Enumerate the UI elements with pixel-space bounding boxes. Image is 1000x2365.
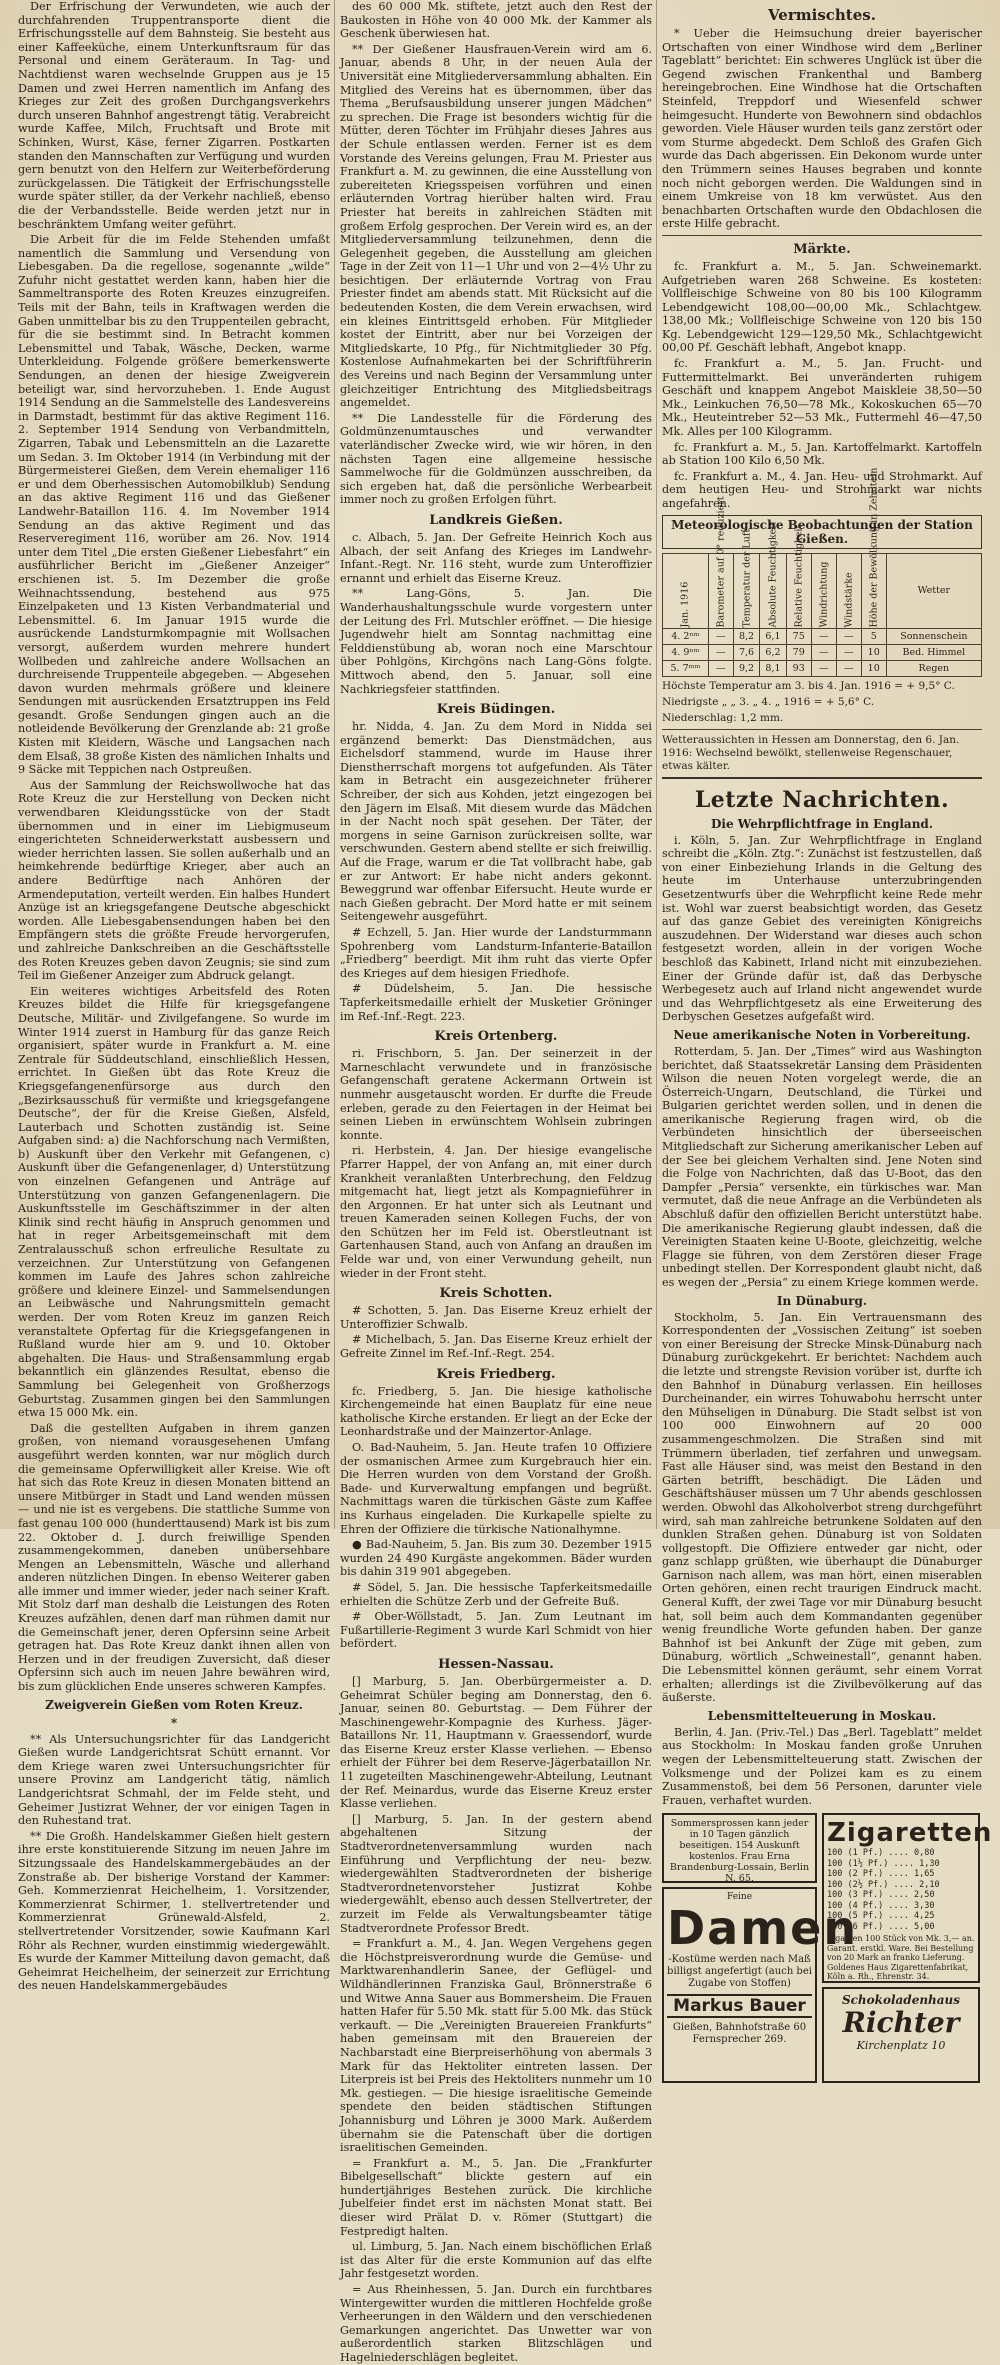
ad-address: Gießen, Bahnhofstraße 60 Fernsprecher 269. bbox=[672, 2022, 807, 2046]
table-cell: — bbox=[708, 644, 733, 660]
weather-header: Windrichtung bbox=[811, 553, 836, 628]
table-cell: — bbox=[708, 628, 733, 644]
table-cell: 4. 2ⁿᵐ bbox=[663, 628, 709, 644]
table-cell: 9,2 bbox=[733, 660, 759, 676]
section-heading: Kreis Friedberg. bbox=[436, 1366, 556, 1382]
ad-footer: Zigarren 100 Stück von Mk. 3,— an. Garant. erstkl. Ware. Bei Bestellung von 20 Mark an franko Lieferung. Goldenes Haus Zigarettenfabrikat, Köln a. Rh., Ehrenstr. 34. bbox=[827, 1934, 975, 1982]
paragraph: ri. Herbstein, 4. Jan. Der hiesige evangelische Pfarrer Happel, der von Anfang an, mit einer durch Krankheit veranlaßten Unterbrechung, den Feldzug mitgemacht hat, liegt jetzt als Kompagnieführer in den Argonnen. Er hat unter sich als Leutnant und treuen Kameraden seinen Kollegen Fuchs, der von den Schützen her im Feld ist. Oberstleutnant ist Gartenhausen Stand, auch von Anfang an draußen im Felde war und, von einer Verwundung geheilt, nun wieder in der Front steht. bbox=[340, 1144, 652, 1280]
price-row: 100 (4 Pf.) .... 3,30 bbox=[827, 1900, 935, 1911]
paragraph: Ein weiteres wichtiges Arbeitsfeld des Roten Kreuzes bildet die Hilfe für kriegsgefangene Deutsche, Militär- und Zivilgefangene. So wurde im Winter 1914 zuerst in Hamburg für das ganze Reich organisiert, später wurde in Frankfurt a. M. eine Zentrale für Süddeutschland, einschließlich Hessen, errichtet. In Gießen übt das Rote Kreuz die Kriegsgefangenenfürsorge aus durch den „Bezirksausschuß für vermißte und kriegsgefangene Deutsche“, der für die Kreise Gießen, Alsfeld, Lauterbach und Schotten zuständig ist. Seine Aufgaben sind: a) die Nachforschung nach Vermißten, b) Auskunft über den Verkehr mit Gefangenen, c) Auskunft über die Gefangenenlager, d) Unterstützung von einzelnen Gefangenen und Anträge auf Unterstützung von ganzen Gefangenenlagern. Die Auskunftsstelle im Geschäftszimmer in der alten Klinik sind recht häufig in Anspruch genommen und hat in reger Arbeitsgemeinschaft mit dem Zentralausschuß schon erfreuliche Resultate zu verzeichnen. Zur Unterstützung von Gefangenen kommen im Laufe des Jahres schon zahlreiche größere und kleinere Einzel- und Sammelsendungen an Leibwäsche und Nahrungsmitteln gemacht werden. Der vom Roten Kreuz im ganzen Reich veranstaltete Opfertag für die Kriegsgefangenen in Rußland wurde hier am 9. und 10. Oktober abgehalten. Die Haus- und Straßensammlung ergab bekanntlich ein glänzendes Resultat, ebenso die Sammlung bei Gelegenheit von Großherzogs Geburtstag. Zusammen gingen bei den Sammlungen etwa 15 000 Mk. ein. bbox=[18, 984, 330, 1420]
paragraph: # Düdelsheim, 5. Jan. Die hessische Tapferkeitsmedaille erhielt der Musketier Gröninger im Ref.-Inf.-Regt. 223. bbox=[340, 982, 652, 1023]
section-heading: Hessen-Nassau. bbox=[438, 1656, 554, 1672]
paragraph: ** Als Untersuchungsrichter für das Landgericht Gießen wurde Landgerichtsrat Schütt ernannt. Vor dem Kriege waren zwei Untersuchungsrichter für unsere Provinz am Landgericht tätig, nämlich Landgerichtsrat Schmahl, der im Felde steht, und Geheimer Justizrat Wehner, der vor einigen Tagen in den Ruhestand trat. bbox=[18, 1732, 330, 1828]
paragraph: ● Bad-Nauheim, 5. Jan. Bis zum 30. Dezember 1915 wurden 24 490 Kurgäste angekommen. Bäder wurden bis dahin 319 901 abgegeben. bbox=[340, 1538, 652, 1579]
table-cell: 79 bbox=[786, 644, 811, 660]
paragraph: * Ueber die Heimsuchung dreier bayerischer Ortschaften von einer Windhose wird dem „Berliner Tageblatt“ berichtet: Ein schweres Unglück ist über die Gegend zwischen Frankenthal und Bamberg hereingebrochen. Eine Windhose hat die Ortschaften Steinfeld, Treppdorf und Wiesenfeld schwer heimgesucht. Hunderte von Bewohnern sind obdachlos geworden. Viele Häuser wurden teils ganz zerstört oder vom Sturme abgedeckt. Dem Schloß des Grafen Gich wurde das Dach abgerissen. Ein Dekonom wurde unter den Trümmern seines Hauses begraben und konnte noch nicht geborgen werden. Die Waldungen sind in einem Umkreise von 18 km verwüstet. Aus den benachbarten Ortschaften wurde den Obdachlosen die erste Hilfe gebracht. bbox=[662, 27, 982, 231]
weather-header: Wetter bbox=[886, 553, 981, 628]
column-rule bbox=[656, 0, 657, 1529]
table-cell: 6,1 bbox=[760, 628, 786, 644]
paragraph: = Frankfurt a. M., 4. Jan. Wegen Vergehens gegen die Höchstpreisverordnung wurde die Gemüse- und Marktwarenhandlerin Sanee, der Geflügel- und Wildhändlerinnen Franziska Gaul, Brönnerstraße 6 und Witwe Anna Sauer aus Bommersheim. Die Frauen hatten Hafer für 5.50 Mk. statt für 5.00 Mk. das Stück verkauft. — Die „Vereinigten Brauereien Frankfurts“ haben gemeinsam mit den Brauereien der Nachbarstadt eine Bierpreiserhöhung von abermals 3 Mark für das Hektoliter eintreten lassen. Der Literpreis ist bei Preis des Hektoliters nunmehr um 10 Mk. gestiegen. — Die hiesige israelitische Gemeinde spendete den beiden städtischen Stiftungen Johannisburg und Löhren je 3000 Mark. Außerdem übernahm sie die Patenschaft über die dortigen israelitischen Gemeinden. bbox=[340, 1937, 652, 2155]
table-cell: 93 bbox=[786, 660, 811, 676]
column-2 bbox=[340, 0, 652, 2364]
paragraph: ri. Frischborn, 5. Jan. Der seinerzeit in der Marneschlacht verwundete und in französische Gefangenschaft geratene Ackermann Ortwein ist nunmehr ausgetauscht worden. Er durfte die Freude erleben, gerade zu den Feiertagen in der Heimat bei seinen Lieben in erwünschtem Wohlsein zubringen konnte. bbox=[340, 1047, 652, 1142]
table-cell: 5 bbox=[861, 628, 886, 644]
divider bbox=[662, 777, 982, 779]
paragraph: fc. Frankfurt a. M., 5. Jan. Schweinemarkt. Aufgetrieben waren 268 Schweine. Es kosteten: Vollfleischige Schweine von 80 bis 100 Kilogramm Lebendgewicht 108,00—00,00 Mk., Schlachtgew. 138,00 Mk.; Vollfleischige Schweine von 120 bis 150 Kg. Lebendgewicht 129—129,50 Mk., Schlachtgewicht 00,00 Pf. Geschäft lebhaft, Angebot knapp. bbox=[662, 259, 982, 355]
table-cell: 75 bbox=[786, 628, 811, 644]
paragraph: ** Die Großh. Handelskammer Gießen hielt gestern ihre erste konstituierende Sitzung im neuen Jahre im Sitzungssaale des Handelskammergebäudes an der Zonstraße ab. Der bisherige Vorstand der Kammer: Geh. Kommerzienrat Heichelheim, 1. Vorsitzender, Kommerzienrat Schirmer, 1. stellvertretender und Kommerzienrat Grünewald-Alsfeld, 2. stellvertretender Vorsitzender, sowie Kaufmann Karl Röhr als Rechner, wurden einstimmig wiedergewählt. Es wurde der Kammer Mitteilung davon gemacht, daß Geheimrat Heichelheim, der seinerzeit zur Errichtung des neuen Handelskammergebäudes bbox=[18, 1829, 330, 1993]
section-heading: Märkte. bbox=[793, 241, 851, 257]
paragraph: fc. Friedberg, 5. Jan. Die hiesige katholische Kirchengemeinde hat einen Bauplatz für eine neue katholische Kirche erstanden. Er liegt an der Ecke der Leonhardstraße und der Mainzertor-Anlage. bbox=[340, 1384, 652, 1439]
paragraph: fc. Frankfurt a. M., 4. Jan. Heu- und Strohmarkt. Auf dem heutigen Heu- und Strohmarkt war nichts angefahren. bbox=[662, 469, 982, 510]
price-row: 100 (2 Pf.) .... 1,65 bbox=[827, 1869, 935, 1880]
ad-kicker: Feine bbox=[726, 1892, 753, 1903]
ad-kicker: Schokoladenhaus bbox=[841, 1993, 961, 2008]
paragraph: = Frankfurt a. M., 5. Jan. Die „Frankfurter Bibelgesellschaft“ blickte gestern auf ein hundertjähriges Bestehen zurück. Die kirchliche Jubelfeier findet erst im nächsten Monat statt. Bei dieser wird Prälat D. v. Römer (Stuttgart) die Festpredigt halten. bbox=[340, 2156, 652, 2238]
paragraph: = Aus Rheinhessen, 5. Jan. Durch ein furchtbares Wintergewitter wurden die mittleren Hochfelde große Verheerungen in den Wäldern und den verschiedenen Gemarkungen angerichtet. Das Unwetter war von außerordentlich starken Blitzschlägen und Hagelniederschlägen begleitet. bbox=[340, 2283, 652, 2364]
paragraph: # Schotten, 5. Jan. Das Eiserne Kreuz erhielt der Unteroffizier Schwalb. bbox=[340, 1304, 652, 1331]
price-row: 100 (2½ Pf.) .... 2,10 bbox=[827, 1879, 940, 1890]
paragraph: c. Albach, 5. Jan. Der Gefreite Heinrich Koch aus Albach, der seit Anfang des Krieges im Landwehr-Infant.-Regt. Nr. 116 steht, wurde zum Unteroffizier ernannt und erhielt das Eiserne Kreuz. bbox=[340, 530, 652, 585]
ad-title: Zigaretten bbox=[827, 1818, 993, 1849]
table-cell: 10 bbox=[861, 644, 886, 660]
paragraph: # Södel, 5. Jan. Die hessische Tapferkeitsmedaille erhielten die Schütze Zerb und der Gefreite Buß. bbox=[340, 1580, 652, 1608]
weather-header: Windstärke bbox=[836, 553, 861, 628]
column-3 bbox=[662, 0, 993, 2053]
table-cell: Regen bbox=[886, 660, 981, 676]
paragraph: ul. Limburg, 5. Jan. Nach einem bischöflichen Erlaß ist das Alter für die erste Kommunion auf das elfte Jahr festgesetzt worden. bbox=[340, 2240, 652, 2281]
table-cell: 5. 7ᵐᵐ bbox=[663, 660, 709, 676]
price-row: 100 (1½ Pf.) .... 1,30 bbox=[827, 1858, 940, 1869]
ad-text: -Kostüme werden nach Maß billigst angefertigt (auch bei Zugabe von Stoffen) bbox=[667, 1954, 812, 1990]
table-cell: 10 bbox=[861, 660, 886, 676]
weather-header: Jan. 1916 bbox=[663, 553, 709, 628]
table-cell: — bbox=[836, 644, 861, 660]
paragraph: ** Der Gießener Hausfrauen-Verein wird am 6. Januar, abends 8 Uhr, in der neuen Aula der Universität eine Mitgliederversammlung abhalten. Ein Mitglied des Vereins hat es übernommen, über das Thema „Berufsausbildung unserer jungen Mädchen“ zu sprechen. Die Frage ist besonders wichtig für die Mütter, deren Töchter im Frühjahr dieses Jahres aus der Schule entlassen werden. Ferner ist es dem Vorstande des Vereins gelungen, Frau M. Priester aus Frankfurt a. M. zu gewinnen, die eine Ausstellung von zubereiteten Kriegsspeisen vorführen und einen erläuternden Vortrag hierüber halten wird. Frau Priester hat bereits in zahlreichen Städten mit großem Erfolg gesprochen. Der Verein wird es, an der Mitgliederversammlung teilzunehmen, denn die Gelegenheit gegeben, die Ausstellung am gleichen Tage in der Zeit von 11—1 Uhr und von 2—4½ Uhr zu besichtigen. Der erläuternde Vortrag von Frau Priester findet am abends statt. Mit Rücksicht auf die bedeutenden Kosten, die dem Verein erwachsen, wird ein kleines Eintrittsgeld erhoben. Für Mitglieder kostet der Eintritt, aber nur bei Vorzeigen der Mitgliedskarte, 10 Pfg., für Nichtmitglieder 30 Pfg. Kostenlose Aufnahmekarten bei der Schriftführerin des Vereins und nach Beginn der Versammlung unter gleichzeitiger Entrichtung des Mitgliedsbeitrags angemeldet. bbox=[340, 42, 652, 410]
table-row bbox=[663, 660, 982, 676]
table-cell: — bbox=[836, 660, 861, 676]
article-heading: In Dünaburg. bbox=[776, 1293, 868, 1308]
price-row: 100 (5 Pf.) .... 4,25 bbox=[827, 1911, 935, 1922]
table-cell: — bbox=[836, 628, 861, 644]
section-heading: Kreis Büdingen. bbox=[436, 702, 556, 718]
ad-sommersprossen bbox=[662, 1813, 817, 1883]
paragraph: fc. Frankfurt a. M., 5. Jan. Kartoffelmarkt. Kartoffeln ab Station 100 Kilo 6,50 Mk. bbox=[662, 440, 982, 468]
ad-brand: Richter bbox=[842, 2006, 960, 2040]
paragraph: ** Lang-Göns, 5. Jan. Die Wanderhaushaltungsschule wurde vorgestern unter der Leitung des Frl. Mutschler eröffnet. — Die hiesige Jugendwehr hielt am Sonntag nachmittag eine Felddienstübung ab, woran noch eine Marschtour über Pohlgöns, Kirchgöns nach Lang-Göns folgte. Mittwoch abend, den 5. Januar, soll eine Nachkriegsfeier stattfinden. bbox=[340, 587, 652, 696]
price-row: 100 (1 Pf.) .... 0,80 bbox=[827, 1848, 935, 1859]
weather-header: Temperatur der Luft bbox=[733, 553, 759, 628]
paragraph: [] Marburg, 5. Jan. In der gestern abend abgehaltenen Sitzung der Stadtverordnetenversammlung wurden nach Einführung und Verpflichtung der neu- bezw. wiedergewählten Stadtverordneten der bisherige Stadtverordnetenvorsteher Justizrat Kohbe wiedergewählt, ebenso auch dessen Stellvertreter, der zurzeit im Felde als Verwaltungsbeamter tätige Stadtverordnete Professor Bredt. bbox=[340, 1812, 652, 1935]
table-cell: — bbox=[811, 660, 836, 676]
table-cell: Sonnenschein bbox=[886, 628, 981, 644]
table-row bbox=[663, 628, 982, 644]
article-heading: Neue amerikanische Noten in Vorbereitung. bbox=[673, 1027, 971, 1042]
ad-text: Sommersprossen kann jeder in 10 Tagen gänzlich beseitigen. 154 Auskunft kostenlos. Frau Erna Brandenburg-Lossain, Berlin N. 65. bbox=[669, 1818, 810, 1885]
paragraph: # Ober-Wöllstadt, 5. Jan. Zum Leutnant im Fußartillerie-Regiment 3 wurde Karl Schmidt von hier befördert. bbox=[340, 1610, 652, 1651]
advertisements bbox=[662, 1813, 993, 2083]
ad-address: Kirchenplatz 10 bbox=[856, 2039, 946, 2053]
table-cell: 4. 9ⁿᵐ bbox=[663, 644, 709, 660]
paragraph: ** Die Landesstelle für die Förderung des Goldmünzenumtausches und verwandter vaterländischer Zwecke wird, wie wir hören, in den nächsten Tagen eine allgemeine hessische Sammelwoche für die Goldmünzen ausschreiben, da sich ergeben hat, daß die persönliche Werbearbeit immer noch zu großen Erfolgen führt. bbox=[340, 411, 652, 507]
table-cell: Bed. Himmel bbox=[886, 644, 981, 660]
section-heading: Vermischtes. bbox=[768, 6, 876, 24]
latest-news-heading: Letzte Nachrichten. bbox=[694, 786, 950, 813]
ad-title: Damen bbox=[667, 1901, 859, 1956]
weather-extreme: Niedrigste „ „ 3. „ 4. „ 1916 = + 5,6° C. bbox=[662, 695, 875, 708]
table-cell: — bbox=[708, 660, 733, 676]
weather-header: Höhe der Bewölkung in Zehnteln bbox=[861, 553, 886, 628]
table-cell: 7,6 bbox=[733, 644, 759, 660]
star-separator: * bbox=[170, 1715, 178, 1730]
price-row: 100 (3 Pf.) .... 2,50 bbox=[827, 1890, 935, 1901]
paragraph: Daß die gestellten Aufgaben in ihrem ganzen großen, von niemand vorausgesehenen Umfang ausgeführt werden konnten, war nur möglich durch die gemeinsame Opferwilligkeit aller Kreise. Wie oft hat sich das Rote Kreuz in diesen Monaten bittend an unsere Mitbürger in Stadt und Land wenden müssen — und nie ist es vergebens. Die stattliche Summe von fast genau 100 000 (hunderttausend) Mark ist bis zum 22. Oktober d. J. durch freiwillige Spenden zusammengekommen, daneben unübersehbare Mengen an Lebensmitteln, Wäsche und allerhand anderen nützlichen Dingen. In ebenso Weiterer gaben alle immer und immer wieder, jeder nach seiner Kraft. Mit Stolz darf man deshalb die Leistungen des Roten Kreuzes aufzählen, denen darf man rühmen damit nur die Gemeinschaft jener, deren Opfersinn seine Arbeit getragen hat. Das Rote Kreuz dankt ihnen allen von Herzen und in der freudigen Zuversicht, daß dieser Opfersinn sich auch im neuen Jahre bewähren wird, bis zum glücklichen Ende unseres schweren Kampfes. bbox=[18, 1421, 330, 1694]
price-row: 100 (6 Pf.) .... 5,00 bbox=[827, 1921, 935, 1932]
table-row bbox=[663, 644, 982, 660]
table-cell: — bbox=[811, 644, 836, 660]
weather-extreme: Niederschlag: 1,2 mm. bbox=[662, 711, 784, 724]
paragraph: i. Köln, 5. Jan. Zur Wehrpflichtfrage in England schreibt die „Köln. Ztg.“: Zunächst ist festzustellen, daß von einer Einbeziehung Irlands in die Geltung des heute im Unterhause unterzubringenden Gesetzentwurfs über die Wehrpflicht keine Rede mehr ist. Wohl war zuerst beabsichtigt worden, das Gesetz auf das ganze Gebiet des vereinigten Königreichs auszudehnen. Der Widerstand war dieses auch schon festgesetzt worden, allein in der vorigen Woche beschloß das Kabinett, Irland nicht mit einzubeziehen. Einer der Gründe dafür ist, daß das Derbysche Werbegesetz auch auf Irland nicht angewendet wurde und das Wehrpflichtgesetz als eine Erweiterung des Derbyschen Gesetzes aufgefaßt wird. bbox=[662, 833, 982, 1024]
paragraph: Die Arbeit für die im Felde Stehenden umfaßt namentlich die Sammlung und Versendung von Liebesgaben. Da die regellose, sogenannte „wilde“ Zufuhr nicht gestattet werden kann, haben hier die Sammeltransporte des Roten Kreuzes einzugreifen. Teils mit der Bahn, teils in Kraftwagen werden die Gaben unmittelbar bis zu den Truppenteilen gebracht, für die sie bestimmt sind. In Betracht kommen Lebensmittel und Tabak, Wäsche, Decken, warme Unterkleidung. Folgende größere bemerkenswerte Sendungen, an denen der hiesige Zweigverein beteiligt war, sind hervorzuheben. 1. Ende August 1914 Sendung an die Sammelstelle des Landesvereins in Darmstadt, bestimmt für das aktive Regiment 116. 2. September 1914 Sendung von Verbandmitteln, Zigarren, Tabak und Lebensmitteln an die Lazarette um Sedan. 3. Im Oktober 1914 (in Verbindung mit der Bürgermeisterei Gießen, dem Verein ehemaliger 116 er und dem Oberhessischen Automobilklub) Sendung an das aktive Regiment 116 und das Gießener Landwehr-Bataillon 116. 4. Im November 1914 Sendung an das aktive Regiment und das Reserveregiment 116, worüber am 26. Nov. 1914 unter dem Titel „Die ersten Gießener Liebesfahrt“ ein ausführlicher Bericht im „Gießener Anzeiger“ erschienen ist. 5. Im Dezember die große Weihnachtssendung, bestehend aus 975 Einzelpaketen und 13 Kisten Verbandmaterial und Lebensmittel. 6. Im Januar 1915 wurde die ausrückende Landsturmkompagnie mit Wollsachen versorgt, außerdem wurden mehrere hundert Wollbeden und zahlreiche andere Wollsachen an durchreisende Truppenteile abgegeben. — Abgesehen davon wurden mehrmals größere und kleinere Sendungen mit ausrückenden Ersatztruppen ins Feld gesandt. Große Sendungen gingen auch an die notleidende Bevölkerung der Grenzlande ab: 21 große Kisten mit Kleidern, Wäsche und Langsachen nach dem Elsaß, 38 große Kisten des nämlichen Inhalts und 9 Säcke mit Teppichen nach Ostpreußen. bbox=[18, 233, 330, 777]
paragraph: fc. Frankfurt a. M., 5. Jan. Frucht- und Futtermittelmarkt. Bei unveränderten ruhigem Geschäft und knappem Angebot Maiskleie 38,50—50 Mk., Leinkuchen 76,50—78 Mk., Kokoskuchen 65—70 Mk., Heuteintreber 52—53 Mk., Futtermehl 46—47,50 Mk. Alles per 100 Kilogramm. bbox=[662, 357, 982, 439]
weather-extreme: Höchste Temperatur am 3. bis 4. Jan. 1916 = + 9,5° C. bbox=[662, 679, 955, 692]
paragraph: Berlin, 4. Jan. (Priv.-Tel.) Das „Berl. Tageblatt“ meldet aus Stockholm: In Moskau fanden große Unruhen wegen der Lebensmittelteuerung statt. Zwischen der Volksmenge und der Polizei kam es zu einem Zusammenstoß, bei dem 56 Personen, darunter viele Frauen, verhaftet wurden. bbox=[662, 1725, 982, 1807]
section-heading: Kreis Ortenberg. bbox=[434, 1029, 558, 1045]
divider bbox=[662, 235, 982, 236]
paragraph: Rotterdam, 5. Jan. Der „Times“ wird aus Washington berichtet, daß Staatssekretär Lansing dem Präsidenten Wilson die neuen Noten vorgelegt werde, die an Österreich-Ungarn, Deutschland, die Türkei und Bulgarien gerichtet werden sollen, und in denen die amerikanische Regierung fragen wird, ob die Verbündeten hinsichtlich der überseeischen Mitgliedschaft zur Sicherung amerikanischer Leben auf der See bei gleichem Verhalten sind. Jene Noten sind die Folge von Nachrichten, daß das U-Boot, das den Dampfer „Persia“ versenkte, ein türkisches war. Man vermutet, daß die neue Anfrage an die Verbündeten als Abschluß dafür den offiziellen Bericht unterstützt habe. Die amerikanische Regierung glaubt indessen, daß die Vereinigten Staaten keine U-Boote, gleichzeitig, welche Flagge sie führen, von dem Zerstören dieser Frage unbedingt stellen. Der Korrespondent glaubt nicht, daß es wegen der „Persia“ zu einem Kriege kommen werde. bbox=[662, 1044, 982, 1289]
section-heading: Landkreis Gießen. bbox=[429, 512, 563, 528]
article-heading: Die Wehrpflichtfrage in England. bbox=[710, 816, 934, 831]
weather-header: Barometer auf 0° reduziert bbox=[708, 553, 733, 628]
ad-brand: Markus Bauer bbox=[667, 1994, 812, 2018]
column-rule bbox=[334, 0, 335, 1529]
weather-heading: Meteorologische Beobachtungen der Station Gießen. bbox=[662, 515, 982, 549]
table-cell: 6,2 bbox=[760, 644, 786, 660]
paragraph: Der Erfrischung der Verwundeten, wie auch der durchfahrenden Truppentransporte dient die Erfrischungsstelle auf dem Bahnsteig. Sie besteht aus einer Kaffeeküche, einem Unterkunftsraum für das Personal und einem Geräteraum. In Tag- und Nachtdienst waren wechselnde Gruppen aus je 15 Damen und zwei Herren namentlich im Anfang des Krieges zur Zeit des großen Durchgangsverkehrs durch unseren Bahnhof angestrengt tätig. Verabreicht wurde Kaffee, Milch, Fruchtsaft und Brote mit Schinken, Wurst, Käse, ferner Zigarren. Postkarten standen den Mannschaften zur Verfügung und wurden gern benutzt von den Helfern zur Weiterbeförderung zurückgelassen. Die Tätigkeit der Erfrischungsstelle wurde später stiller, da der Verkehr nachließ, ebenso die der Verbandsstelle. Beide werden jetzt nur in beschränktem Umfang weiter geführt. bbox=[18, 0, 330, 231]
ad-damen bbox=[662, 1887, 859, 2083]
paragraph: Stockholm, 5. Jan. Ein Vertrauensmann des Korrespondenten der „Vossischen Zeitung“ ist soeben von einer Bereisung der Strecke Minsk-Dünaburg nach Dünaburg zurückgekehrt. Er berichtet: Nachdem auch die letzte und strengste Revision vorüber ist, durfte ich den Bahnhof in Dünaburg verlassen. Ein heilloses Durcheinander, ein wirres Tohuwabohu herrscht unter den Mühseligen in Dünaburg. Die Stadt selbst ist von 100 000 Einwohnern auf 20 000 zusammengeschmolzen. Die Straßen sind mit Trümmern überladen, tief zerfahren und unwegsam. Fast alle Häuser sind, was meist den Bestand in den Gärten betrifft, beschädigt. Die Läden und Geschäftshäuser müssen um 7 Uhr abends geschlossen werden. Obwohl das Alkoholverbot streng durchgeführt wird, sah man zahlreiche betrunkene Soldaten auf den dunklen Straßen gehen. Dünaburg ist von Soldaten vollgestopft. Die Offiziere entweder gar nicht, oder ganz schlapp grüßten, wie überhaupt die Dünaburger Garnison nach allem, was man hört, einen miserablen Orten gehören, einen recht traurigen Eindruck macht. General Kufft, der zwei Tage vor mir Dünaburg besucht hat, soll beim auch dem Kommandanten gegenüber wenig freundliche Worte gefunden haben. Der ganze Bahnhof ist bei Ankunft der Züge mit geben, zum Dünaburg, wörtlich „Schweinestall“, genannt haben. Die Lebensmittel können geräumt, sehr einem Vorrat erhalten; allerdings ist die Zivilbevölkerung auf das äußerste. bbox=[662, 1310, 982, 1705]
paragraph: O. Bad-Nauheim, 5. Jan. Heute trafen 10 Offiziere der osmanischen Armee zum Kurgebrauch hier ein. Die Herren wurden von dem Vorstand der Großh. Bade- und Kurverwaltung empfangen und begrüßt. Nachmittags waren die türkischen Gäste zum Kaffee ins Kurhaus eingeladen. Die Kurkapelle spielte zu Ehren der Offiziere die türkische Nationalhymne. bbox=[340, 1441, 652, 1536]
column-1 bbox=[18, 0, 330, 1993]
article-heading: Lebensmittelteuerung in Moskau. bbox=[707, 1708, 937, 1723]
divider bbox=[662, 729, 982, 730]
weather-header: Relative Feuchtigkeit bbox=[786, 553, 811, 628]
paragraph: [] Marburg, 5. Jan. Oberbürgermeister a. D. Geheimrat Schüler beging am Donnerstag, den 6. Januar, seinen 80. Geburtstag. — Dem Führer der Maschinengewehr-Kompagnie des Kurhess. Jäger-Bataillons Nr. 11, Hauptmann v. Graessendorf, wurde das Eiserne Kreuz erster Klasse verliehen. — Ebenso erhielt der Führer bei dem Reserve-Jägerbataillon Nr. 11 zugeteilten Maschinengewehr-Abteilung, Leutnant der Ref. Meinardus, wurde das Eiserne Kreuz erster Klasse verliehen. bbox=[340, 1674, 652, 1811]
section-heading: Kreis Schotten. bbox=[439, 1286, 553, 1302]
paragraph: Aus der Sammlung der Reichswollwoche hat das Rote Kreuz die zur Herstellung von Decken nicht verwendbaren Kleidungsstücke von der Stadt übernommen und in einer im Liebigmuseum eingerichteten Schneiderwerkstatt ausbessern und wieder herrichten lassen. Sie sollen außerhalb und an heimkehrende bedürftige Krieger, aber auch an andere Bedürftige nach Anhören der Armendeputation, verteilt werden. Ein halbes Hundert Anzüge ist an kriegsgefangene Deutsche abgeschickt worden. Alle Liebesgabensendungen haben bei den Empfängern stets die größte Freude hervorgerufen, und zahlreiche Dankschreiben an die Geschäftsstelle des Roten Kreuzes geben davon Zeugnis; sie sind zum Teil im Gießener Anzeiger zum Abdruck gelangt. bbox=[18, 778, 330, 983]
paragraph: hr. Nidda, 4. Jan. Zu dem Mord in Nidda sei ergänzend bemerkt: Das Dienstmädchen, aus Eichelsdorf stammend, wurde im Hause ihrer Dienstherrschaft morgens tot aufgefunden. Als Täter kam in Betracht ein ausgezeichneter früherer Schreiber, der sich aus Kohden, jetzt eingezogen bei den Jägern im Elsaß. Mit diesem wurde das Mädchen in der Nacht noch spät gesehen. Der Täter, der morgens in seine Garnison zurückreisen sollte, war verschwunden. Gestern abend stellte er sich freiwillig. Auf die Frage, warum er die Tat vollbracht habe, gab er zur Antwort: Er habe nicht anders gekonnt. Beweggrund war offenbar Eifersucht. Heute wurde er nach Gießen gebracht. Der Mord hatte er mit seinem Seitengewehr ausgeführt. bbox=[340, 720, 652, 924]
table-cell: — bbox=[811, 628, 836, 644]
ad-zigaretten bbox=[822, 1813, 993, 1983]
ad-schokolade bbox=[822, 1987, 980, 2083]
table-cell: 8,1 bbox=[760, 660, 786, 676]
table-cell: 8,2 bbox=[733, 628, 759, 644]
paragraph: # Michelbach, 5. Jan. Das Eiserne Kreuz erhielt der Gefreite Zinnel im Ref.-Inf.-Regt. 254. bbox=[340, 1333, 652, 1361]
weather-forecast: Wetteraussichten in Hessen am Donnerstag, den 6. Jan. 1916: Wechselnd bewölkt, stellenweise Regenschauer, etwas kälter. bbox=[662, 733, 960, 772]
paragraph: des 60 000 Mk. stiftete, jetzt auch den Rest der Baukosten in Höhe von 40 000 Mk. der Kammer als Geschenk überwiesen hat. bbox=[340, 0, 652, 41]
paragraph: # Echzell, 5. Jan. Hier wurde der Landsturmmann Spohrenberg vom Landsturm-Infanterie-Bataillon „Friedberg“ beerdigt. Mit ihm ruht das vierte Opfer des Krieges auf dem hiesigen Friedhofe. bbox=[340, 926, 652, 980]
weather-header: Absolute Feuchtigkeit bbox=[760, 553, 786, 628]
section-signature: Zweigverein Gießen vom Roten Kreuz. bbox=[45, 1697, 303, 1712]
